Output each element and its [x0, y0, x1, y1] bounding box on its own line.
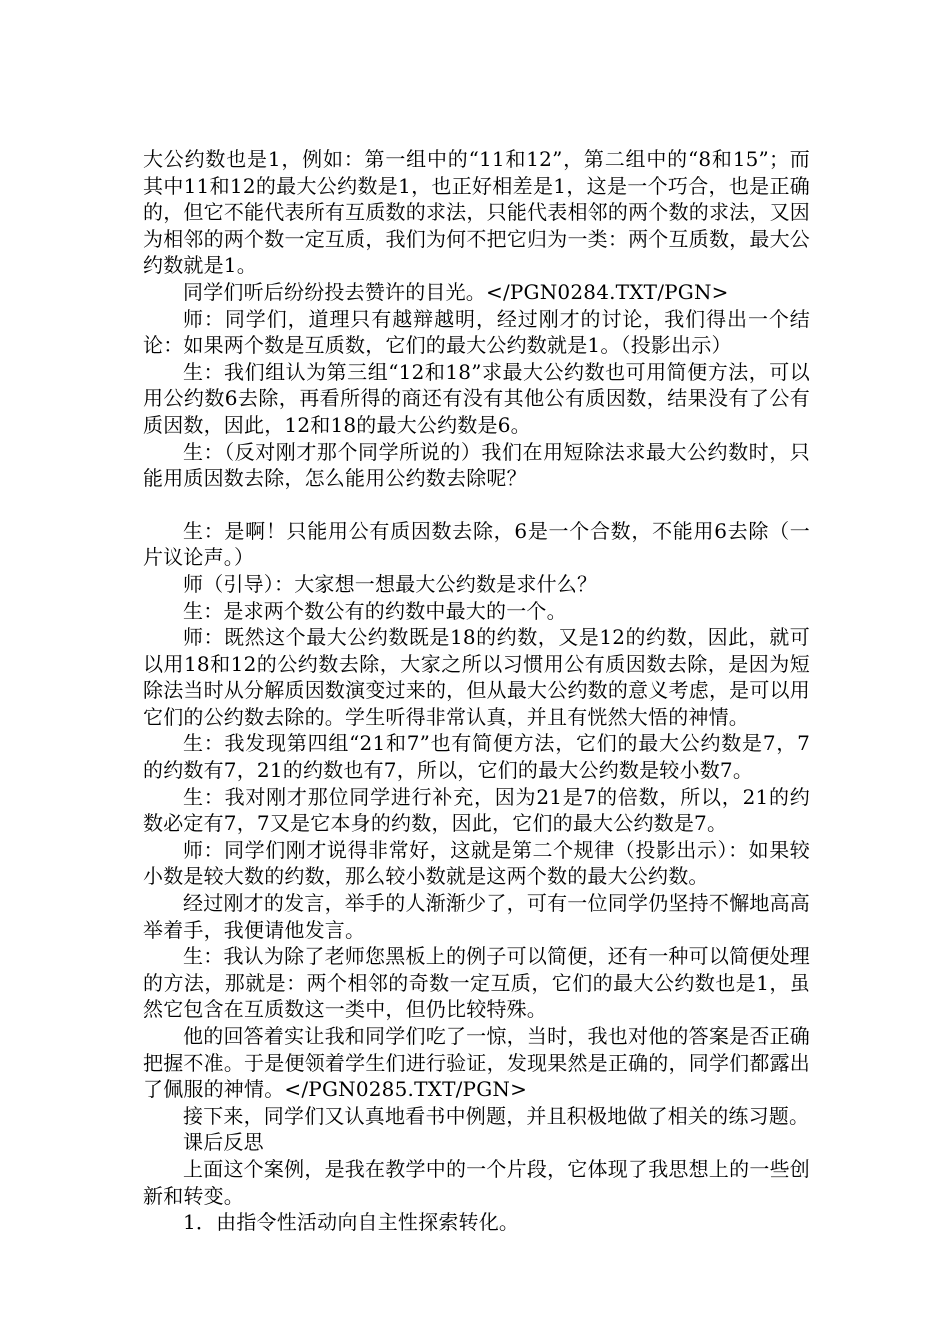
paragraph: 生：我们组认为第三组“12和18”求最大公约数也可用简便方法，可以用公约数6去除，再看所得的商还有没有其他公有质因数，结果没有了公有质因数，因此，12和18的最大公约数是6。: [143, 359, 810, 437]
paragraph: 上面这个案例，是我在教学中的一个片段，它体现了我思想上的一些创新和转变。: [143, 1156, 810, 1208]
paragraph: 生：我认为除了老师您黑板上的例子可以简便，还有一种可以简便处理的方法，那就是：两个相邻的奇数一定互质，它们的最大公约数也是1，虽然它包含在互质数这一类中，但仍比较特殊。: [143, 944, 810, 1022]
paragraph: 同学们听后纷纷投去赞许的目光。</PGN0284.TXT/PGN>: [183, 279, 729, 304]
document-body: [143, 146, 810, 1236]
list-item: 1．由指令性活动向自主性探索转化。: [183, 1210, 520, 1235]
paragraph: 生：是啊！只能用公有质因数去除，6是一个合数，不能用6去除（一片议论声。）: [143, 518, 810, 570]
paragraph: 接下来，同学们又认真地看书中例题，并且积极地做了相关的练习题。: [183, 1103, 810, 1128]
paragraph: 师（引导）：大家想一想最大公约数是求什么？: [183, 571, 598, 596]
paragraph: 经过刚才的发言，举手的人渐渐少了，可有一位同学仍坚持不懈地高高举着手，我便请他发言。: [143, 891, 810, 942]
blank-line: [143, 492, 810, 518]
paragraph: 生：是求两个数公有的约数中最大的一个。: [183, 598, 567, 623]
paragraph: 师：同学们刚才说得非常好，这就是第二个规律（投影出示）：如果较小数是较大数的约数，那么较小数就是这两个数的最大公约数。: [143, 837, 810, 889]
paragraph: 师：既然这个最大公约数既是18的约数，又是12的约数，因此，就可以用18和12的公约数去除，大家之所以习惯用公有质因数去除，是因为短除法当时从分解质因数演变过来的，但从最大公约数的意义考虑，是可以用它们的公约数去除的。学生听得非常认真，并且有恍然大悟的神情。: [143, 625, 810, 729]
section-heading: 课后反思: [183, 1130, 264, 1155]
paragraph: 他的回答着实让我和同学们吃了一惊，当时，我也对他的答案是否正确把握不准。于是便领着学生们进行验证，发现果然是正确的，同学们都露出了佩服的神情。</PGN0285.TXT/PGN>: [143, 1024, 810, 1102]
paragraph: 师：同学们，道理只有越辩越明，经过刚才的讨论，我们得出一个结论：如果两个数是互质数，它们的最大公约数就是1。（投影出示）: [143, 306, 810, 358]
paragraph: 生：我发现第四组“21和7”也有简便方法，它们的最大公约数是7，7的约数有7，21的约数也有7，所以，它们的最大公约数是较小数7。: [143, 731, 810, 783]
paragraph: 生：我对刚才那位同学进行补充，因为21是7的倍数，所以，21的约数必定有7，7又是它本身的约数，因此，它们的最大公约数是7。: [143, 784, 810, 836]
paragraph-continuation: 大公约数也是1，例如：第一组中的“11和12”，第二组中的“8和15”；而其中11和12的最大公约数是1，也正好相差是1，这是一个巧合，也是正确的，但它不能代表所有互质数的求法，只能代表相邻的两个数的求法，又因为相邻的两个数一定互质，我们为何不把它归为一类：两个互质数，最大公约数就是1。: [143, 147, 810, 278]
paragraph: 生：（反对刚才那个同学所说的）我们在用短除法求最大公约数时，只能用质因数去除，怎么能用公约数去除呢？: [143, 439, 810, 491]
